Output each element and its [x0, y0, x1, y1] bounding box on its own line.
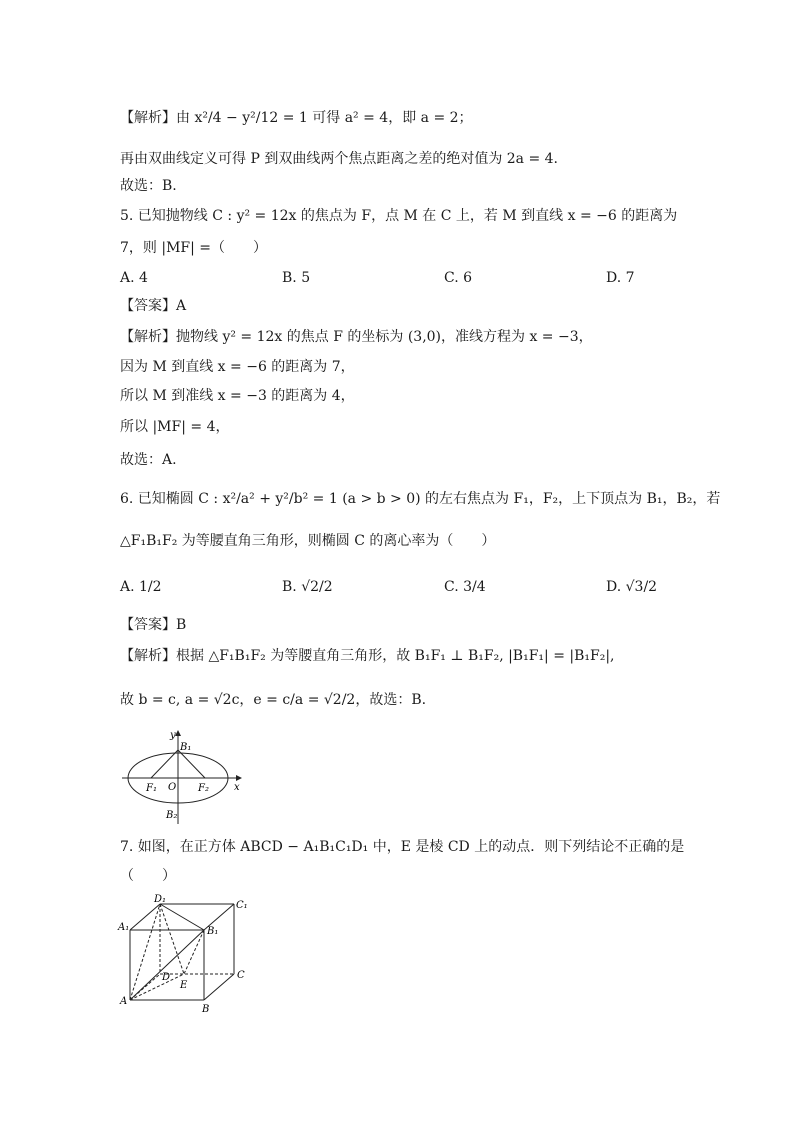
label-f1: F₁ [146, 783, 157, 794]
q5-stem-line1: 5. 已知抛物线 C : y² = 12x 的焦点为 F，点 M 在 C 上，若 M 到直线 x = −6 的距离为 [120, 208, 678, 224]
cube-figure [116, 892, 256, 1014]
segment-d1-e [160, 904, 184, 974]
cube-label-e: E [180, 980, 188, 991]
q4-choice: 故选：B. [120, 178, 177, 194]
q4-analysis-line1: 【解析】由 x²/4 − y²/12 = 1 可得 a² = 4，即 a = 2； [120, 110, 473, 126]
cube-label-b1: B₁ [207, 926, 219, 937]
edge-b-c [204, 974, 234, 1000]
q6-option-b: B. √2/2 [282, 579, 333, 595]
label-origin: O [168, 782, 177, 793]
q6-analysis-line1: 【解析】根据 △F₁B₁F₂ 为等腰直角三角形，故 B₁F₁ ⊥ B₁F₂, |B₁F₁| = |B₁F₂|, [120, 648, 615, 664]
ellipse-figure [118, 728, 248, 828]
q6-analysis-line2: 故 b = c, a = √2c，e = c/a = √2/2，故选：B. [120, 692, 427, 708]
q5-analysis-line1: 【解析】抛物线 y² = 12x 的焦点 F 的坐标为 (3,0)，准线方程为 x = −3， [120, 329, 593, 345]
q5-answer: 【答案】A [120, 298, 187, 314]
q6-answer: 【答案】B [120, 617, 187, 633]
label-b1: B₁ [180, 742, 192, 753]
q5-analysis-line4: 所以 |MF| = 4， [120, 419, 230, 435]
cube-label-d: D [162, 972, 171, 983]
q7-stem-line1: 7. 如图，在正方体 ABCD − A₁B₁C₁D₁ 中，E 是棱 CD 上的动点．则下列结论不正确的是 [120, 839, 685, 855]
q5-stem-line2: 7，则 |MF| =（ ） [120, 240, 268, 256]
label-b2: B₂ [166, 810, 178, 821]
q5-analysis-line2: 因为 M 到直线 x = −6 的距离为 7， [120, 359, 355, 375]
q6-stem-line2: △F₁B₁F₂ 为等腰直角三角形，则椭圆 C 的离心率为（ ） [120, 533, 496, 549]
segment-d1-b1 [160, 904, 204, 930]
label-y: y [170, 730, 176, 741]
cube-label-c: C [237, 970, 245, 981]
cube-label-a: A [120, 996, 128, 1007]
q6-stem-line1: 6. 已知椭圆 C : x²/a² + y²/b² = 1 (a > b > 0) 的左右焦点为 F₁，F₂，上下顶点为 B₁，B₂，若 [120, 491, 721, 507]
q6-option-c: C. 3/4 [444, 579, 486, 595]
y-axis-arrow-icon [175, 730, 181, 736]
x-axis-arrow-icon [236, 775, 242, 781]
segment-b1-e [184, 930, 204, 974]
label-x: x [234, 782, 240, 793]
cube-label-d1: D₁ [154, 894, 167, 905]
q5-option-a: A. 4 [120, 270, 148, 286]
q5-choice: 故选：A. [120, 452, 177, 468]
segment-a-e [130, 974, 184, 1000]
cube-label-a1: A₁ [118, 922, 130, 933]
q6-option-d: D. √3/2 [606, 579, 658, 595]
q5-analysis-line3: 所以 M 到准线 x = −3 的距离为 4， [120, 388, 355, 404]
q5-option-d: D. 7 [606, 270, 635, 286]
cube-label-c1: C₁ [236, 900, 248, 911]
q5-option-c: C. 6 [444, 270, 473, 286]
label-f2: F₂ [198, 783, 209, 794]
q4-analysis-line2: 再由双曲线定义可得 P 到双曲线两个焦点距离之差的绝对值为 2a = 4. [120, 151, 559, 167]
cube-label-b: B [202, 1004, 210, 1014]
q7-stem-line2: （ ） [120, 868, 176, 884]
q6-option-a: A. 1/2 [120, 579, 162, 595]
q5-option-b: B. 5 [282, 270, 311, 286]
